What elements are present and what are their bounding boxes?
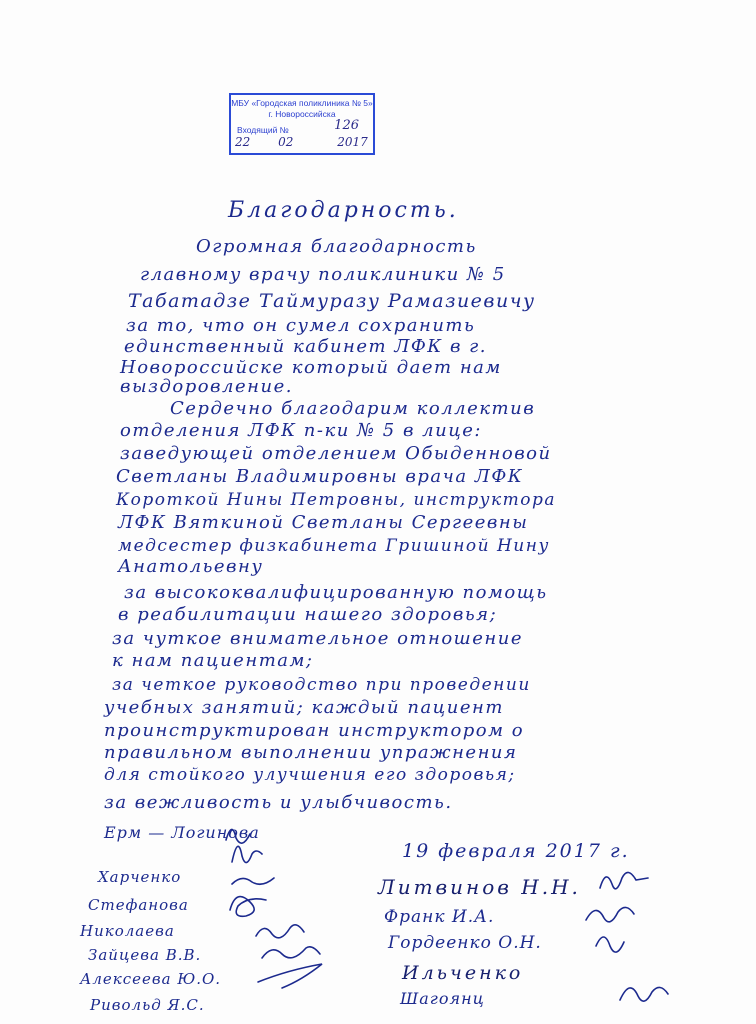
signature-mark xyxy=(600,872,648,888)
signature-mark xyxy=(256,925,304,938)
body-line: за чуткое внимательное отношение xyxy=(112,628,523,649)
stamp-incoming-label: Входящий № xyxy=(237,125,289,135)
body-line: проинструктирован инструктором о xyxy=(104,720,525,741)
stamp-date-year: 2017 xyxy=(337,135,368,149)
body-line: в реабилитации нашего здоровья; xyxy=(118,604,498,625)
signature-left: Алексеева Ю.О. xyxy=(80,970,222,988)
signature-right: Ильченко xyxy=(402,962,524,984)
body-line: за то, что он сумел сохранить xyxy=(126,315,476,336)
body-line: для стойкого улучшения его здоровья; xyxy=(104,765,516,785)
body-line: Сердечно благодарим коллектив xyxy=(170,398,536,419)
signature-right: Франк И.А. xyxy=(384,907,495,927)
registration-stamp xyxy=(229,93,375,155)
body-line: главному врачу поликлиники № 5 xyxy=(140,264,506,285)
letter-title: Благодарность. xyxy=(228,198,459,223)
signature-mark xyxy=(586,907,634,921)
body-line: за высококвалифицированную помощь xyxy=(124,582,548,603)
body-line: правильном выполнении упражнения xyxy=(104,742,518,763)
signature-left: Ерм — Логинова xyxy=(104,823,260,842)
stamp-date xyxy=(235,137,373,148)
stamp-org: МБУ «Городская поликлиника № 5» xyxy=(231,98,373,108)
body-line: Анатольевну xyxy=(118,556,264,577)
body-line: медсестер физкабинета Гришиной Нину xyxy=(118,536,550,556)
stamp-date-day: 22 xyxy=(235,135,251,149)
signature-mark xyxy=(232,846,262,862)
body-line: выздоровление. xyxy=(120,376,293,397)
signature-left: Зайцева В.В. xyxy=(88,946,202,964)
signature-left: Харченко xyxy=(98,868,182,886)
signature-right: Литвинов Н.Н. xyxy=(378,875,581,899)
signature-mark xyxy=(596,937,624,952)
body-line: единственный кабинет ЛФК в г. xyxy=(124,336,487,357)
body-line: к нам пациентам; xyxy=(112,650,314,671)
signature-left: Ривольд Я.С. xyxy=(90,996,205,1014)
signature-mark xyxy=(620,987,668,1001)
body-line: за четкое руководство при проведении xyxy=(112,675,531,695)
body-line: ЛФК Вяткиной Светланы Сергеевны xyxy=(118,512,529,533)
body-line: Табатадзе Таймуразу Рамазиевичу xyxy=(128,290,536,312)
signature-mark xyxy=(230,897,266,917)
body-line: Короткой Нины Петровны, инструктора xyxy=(116,490,557,510)
signature-mark xyxy=(262,947,320,958)
body-line: за вежливость и улыбчивость. xyxy=(104,792,453,813)
stamp-date-month: 02 xyxy=(278,135,294,149)
signature-right: Гордеенко О.Н. xyxy=(388,933,542,953)
stamp-city: г. Новороссийска xyxy=(268,109,336,119)
body-line: заведующей отделением Обыденновой xyxy=(120,443,552,464)
signature-mark xyxy=(232,878,274,884)
body-line: Светланы Владимировны врача ЛФК xyxy=(116,466,524,487)
body-line: учебных занятий; каждый пациент xyxy=(104,697,504,718)
signature-left: Николаева xyxy=(80,922,175,940)
stamp-incoming-number: 126 xyxy=(334,118,359,133)
body-line: отделения ЛФК п-ки № 5 в лице: xyxy=(120,420,482,441)
signature-right: Шагоянц xyxy=(400,989,485,1008)
signature-mark xyxy=(258,964,322,988)
body-line: Новороссийске который дает нам xyxy=(120,357,502,378)
body-line: Огромная благодарность xyxy=(196,236,477,257)
letter-date: 19 февраля 2017 г. xyxy=(402,840,630,862)
signature-left: Стефанова xyxy=(88,896,189,914)
